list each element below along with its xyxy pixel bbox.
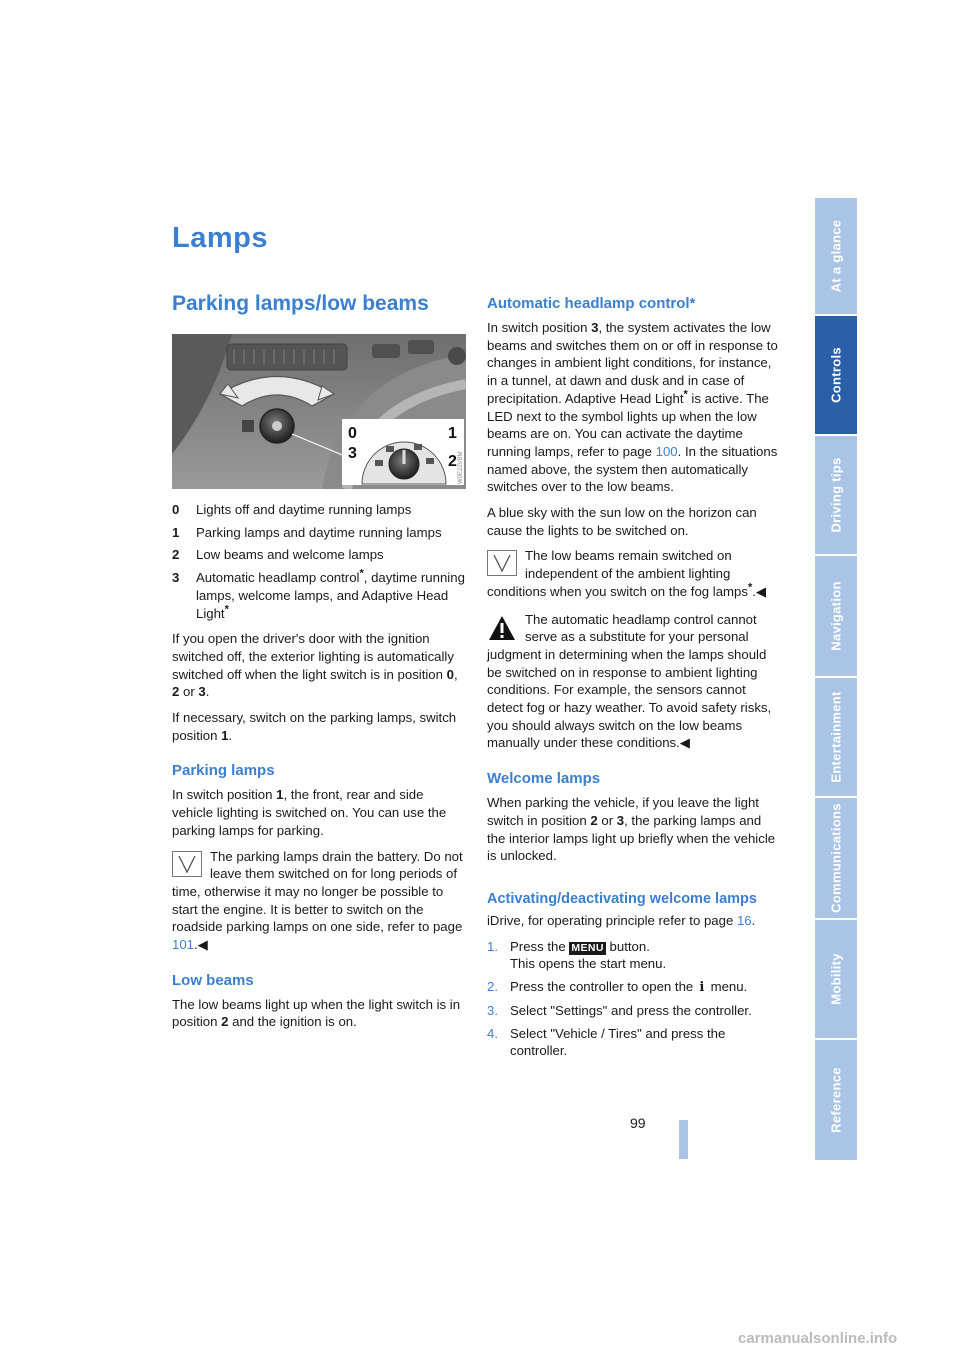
automatic-headlamp-paragraph: In switch position 3, the system activates the low beams and switches them on or off in response to changes in ambient light conditions, for instance, in a tunnel, at dawn and dusk and in case of precipitation. Adaptive Head Light* is active. The LED next to the symbol lights up when the low beams are on. You can activate the daytime running lamps, refer to page 100. In the situations named above, the system then automatically switches over to the low beams.	[487, 320, 778, 495]
light-switch-photo	[172, 334, 466, 489]
side-tab-driving-tips[interactable]: Driving tips	[815, 436, 857, 556]
section-title: Parking lamps/low beams	[172, 292, 429, 315]
page-link-101[interactable]: 101	[172, 937, 195, 953]
fog-lamps-note: The low beams remain switched on independent of the ambient lighting conditions when you switch on the fog lamps*.◀	[487, 548, 767, 599]
list-item: 1 Parking lamps and daytime running lamps	[172, 524, 442, 540]
figure-label-1: 1	[448, 425, 457, 442]
side-tab-communications[interactable]: Communications	[815, 798, 857, 920]
left-column	[172, 334, 468, 1039]
right-column	[487, 295, 783, 1066]
note-arrow-icon	[487, 550, 517, 576]
parking-switch-paragraph: If necessary, switch on the parking lamps, switch position 1.	[172, 710, 457, 743]
safety-warning: The automatic headlamp control cannot serve as a substitute for your personal judgment in determining when the lamps should be switched on in response to ambient lighting conditions. For example, the sensors cannot detect fog or hazy weather. To avoid safety risks, you should always switch on the low beams manually under these conditions.◀	[487, 611, 772, 751]
optional-equipment-star: *	[747, 581, 753, 594]
side-tab-at-a-glance[interactable]: At a glance	[815, 198, 857, 316]
warning-triangle-icon	[487, 614, 517, 642]
parking-note: The parking lamps drain the battery. Do not leave them switched on for long periods of time, otherwise it may no longer be possible to start the engine. It is better to switch on the roadside parking lamps on one side, refer to page 101.◀	[172, 848, 463, 953]
side-tab-reference[interactable]: Reference	[815, 1040, 857, 1160]
low-beams-heading: Low beams	[172, 971, 254, 989]
low-beams-paragraph: The low beams light up when the light switch is in position 2 and the ignition is on.	[172, 996, 461, 1030]
list-item: 2. Press the controller to open the i menu.	[487, 979, 748, 996]
list-item: 3 Automatic headlamp control*, daytime running lamps, welcome lamps, and Adaptive Head Light*	[172, 567, 465, 621]
list-item: 1. Press the MENU button. This opens the start menu.	[487, 938, 667, 972]
list-item: 3. Select "Settings" and press the controller.	[487, 1002, 752, 1018]
figure-label-3: 3	[348, 445, 357, 462]
side-tab-bar	[815, 198, 857, 1160]
welcome-lamps-paragraph: When parking the vehicle, if you leave the light switch in position 2 or 3, the parking lamps and the interior lamps light up briefly when the vehicle is unlocked.	[487, 795, 776, 864]
side-tab-entertainment[interactable]: Entertainment	[815, 678, 857, 798]
optional-equipment-star: *	[359, 567, 364, 580]
page-link-100[interactable]: 100	[655, 443, 678, 459]
figure-code: W0E22VBM	[458, 451, 464, 484]
steps-list	[487, 938, 783, 1060]
side-tab-mobility[interactable]: Mobility	[815, 920, 857, 1040]
page-link-16[interactable]: 16	[736, 912, 752, 928]
footer-watermark: carmanualsonline.info	[738, 1330, 898, 1347]
side-tab-controls[interactable]: Controls	[815, 316, 857, 436]
list-item: 4. Select "Vehicle / Tires" and press the controller.	[487, 1025, 726, 1059]
optional-equipment-star: *	[683, 388, 688, 401]
info-icon: i	[699, 980, 705, 996]
side-tab-navigation[interactable]: Navigation	[815, 556, 857, 678]
figure-label-2: 2	[448, 453, 457, 470]
idrive-intro: iDrive, for operating principle refer to page 16.	[487, 912, 756, 928]
welcome-lamps-heading: Welcome lamps	[487, 770, 601, 788]
figure-label-0: 0	[348, 425, 357, 442]
activating-welcome-lamps-heading: Activating/deactivating welcome lamps	[487, 890, 757, 907]
note-arrow-icon	[172, 851, 202, 877]
parking-lamps-paragraph: In switch position 1, the front, rear and side vehicle lighting is switched on. You can use the parking lamps for parking.	[172, 787, 447, 838]
list-item: 0 Lights off and daytime running lamps	[172, 502, 412, 517]
optional-equipment-star: *	[224, 603, 229, 616]
page-title: Lamps	[172, 222, 268, 254]
parking-lamps-heading: Parking lamps	[172, 762, 275, 780]
switch-position-list	[172, 501, 468, 622]
page-marker-bar	[679, 1120, 688, 1159]
list-item: 2 Low beams and welcome lamps	[172, 547, 384, 563]
door-paragraph: If you open the driver's door with the ignition switched off, the exterior lighting is automatically switched off when the light switch is in position 0, 2 or 3.	[172, 631, 458, 700]
page-number: 99	[630, 1115, 646, 1131]
automatic-headlamp-heading: Automatic headlamp control*	[487, 295, 696, 312]
menu-button-icon: MENU	[571, 941, 604, 954]
blue-sky-paragraph: A blue sky with the sun low on the horizon can cause the lights to be switched on.	[487, 505, 757, 538]
